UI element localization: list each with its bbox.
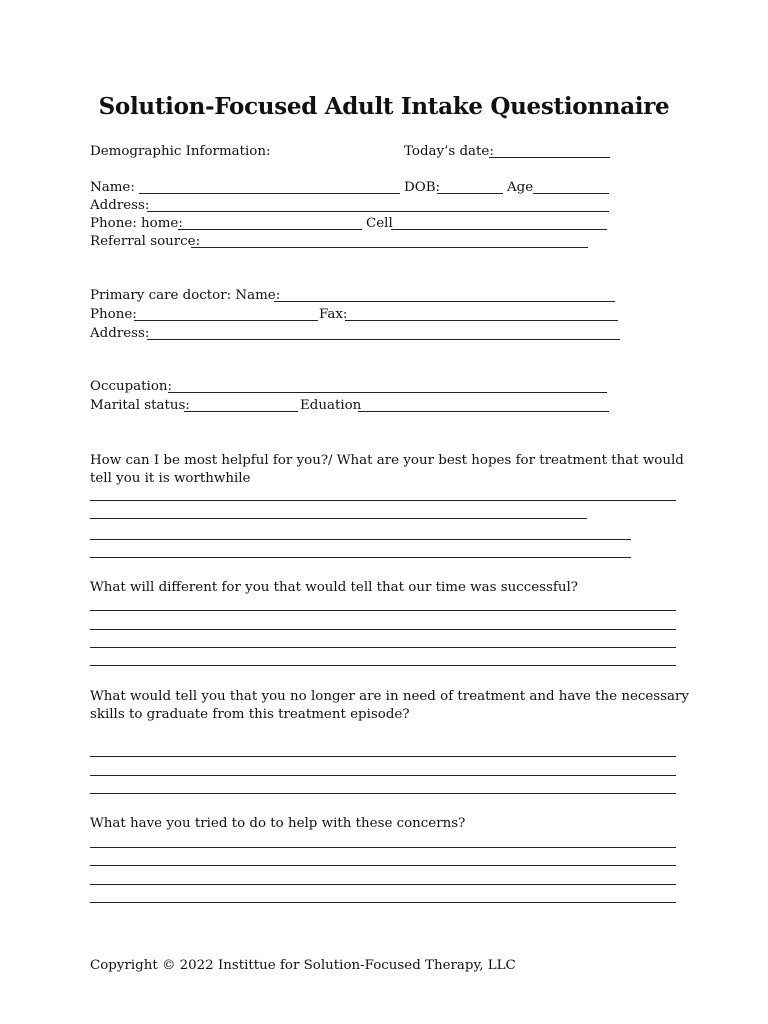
answer-3-line-2[interactable] — [90, 775, 676, 776]
pcp-fax-label: Fax: — [319, 307, 348, 322]
referral-source-label: Referral source: — [90, 234, 201, 249]
answer-4-line-1[interactable] — [90, 847, 676, 848]
answer-2-line-3[interactable] — [90, 647, 676, 648]
pcp-phone-field[interactable] — [134, 320, 318, 321]
question-4: What have you tried to do to help with these concerns? — [90, 816, 466, 831]
marital-status-label: Marital status: — [90, 398, 190, 413]
answer-1-line-4[interactable] — [90, 557, 631, 558]
cell-field[interactable] — [391, 229, 607, 230]
dob-label: DOB: — [404, 180, 441, 195]
education-label: Eduation — [300, 398, 362, 413]
answer-4-line-3[interactable] — [90, 884, 676, 885]
phone-home-field[interactable] — [178, 229, 362, 230]
question-1: How can I be most helpful for you?/ What are your best hopes for treatment that would tell you it is worthwhile — [90, 453, 684, 486]
referral-source-field[interactable] — [191, 247, 588, 248]
occupation-label: Occupation: — [90, 379, 173, 394]
pcp-address-label: Address: — [90, 326, 150, 341]
question-2: What will different for you that would tell that our time was successful? — [90, 580, 578, 595]
marital-status-field[interactable] — [184, 411, 298, 412]
demographic-heading: Demographic Information: — [90, 144, 271, 159]
pcp-address-field[interactable] — [147, 339, 620, 340]
phone-home-label: Phone: home: — [90, 216, 183, 231]
pcp-name-label: Primary care doctor: Name: — [90, 288, 281, 303]
education-field[interactable] — [358, 411, 609, 412]
answer-4-line-4[interactable] — [90, 902, 676, 903]
question-3: What would tell you that you no longer are in need of treatment and have the necessary skills to graduate from this treatment episode? — [90, 689, 690, 722]
age-label: Age — [507, 180, 534, 195]
age-field[interactable] — [533, 193, 609, 194]
name-label: Name: — [90, 180, 135, 195]
answer-3-line-3[interactable] — [90, 793, 676, 794]
pcp-fax-field[interactable] — [345, 320, 618, 321]
answer-2-line-4[interactable] — [90, 665, 676, 666]
todays-date-field[interactable] — [489, 157, 610, 158]
page-title: Solution-Focused Adult Intake Questionnaire — [98, 93, 670, 120]
answer-3-line-1[interactable] — [90, 756, 676, 757]
address-label: Address: — [90, 198, 150, 213]
dob-field[interactable] — [437, 193, 503, 194]
cell-label: Cell — [366, 216, 393, 231]
occupation-field[interactable] — [168, 392, 607, 393]
answer-4-line-2[interactable] — [90, 865, 676, 866]
answer-1-line-2[interactable] — [90, 518, 587, 519]
copyright-footer: Copyright © 2022 Instittue for Solution-Focused Therapy, LLC — [90, 958, 516, 973]
answer-2-line-1[interactable] — [90, 610, 676, 611]
answer-1-line-1[interactable] — [90, 500, 676, 501]
answer-1-line-3[interactable] — [90, 539, 631, 540]
pcp-name-field[interactable] — [274, 301, 615, 302]
name-field[interactable] — [139, 193, 400, 194]
pcp-phone-label: Phone: — [90, 307, 137, 322]
address-field[interactable] — [147, 211, 609, 212]
todays-date-label: Today’s date: — [404, 144, 494, 159]
answer-2-line-2[interactable] — [90, 629, 676, 630]
